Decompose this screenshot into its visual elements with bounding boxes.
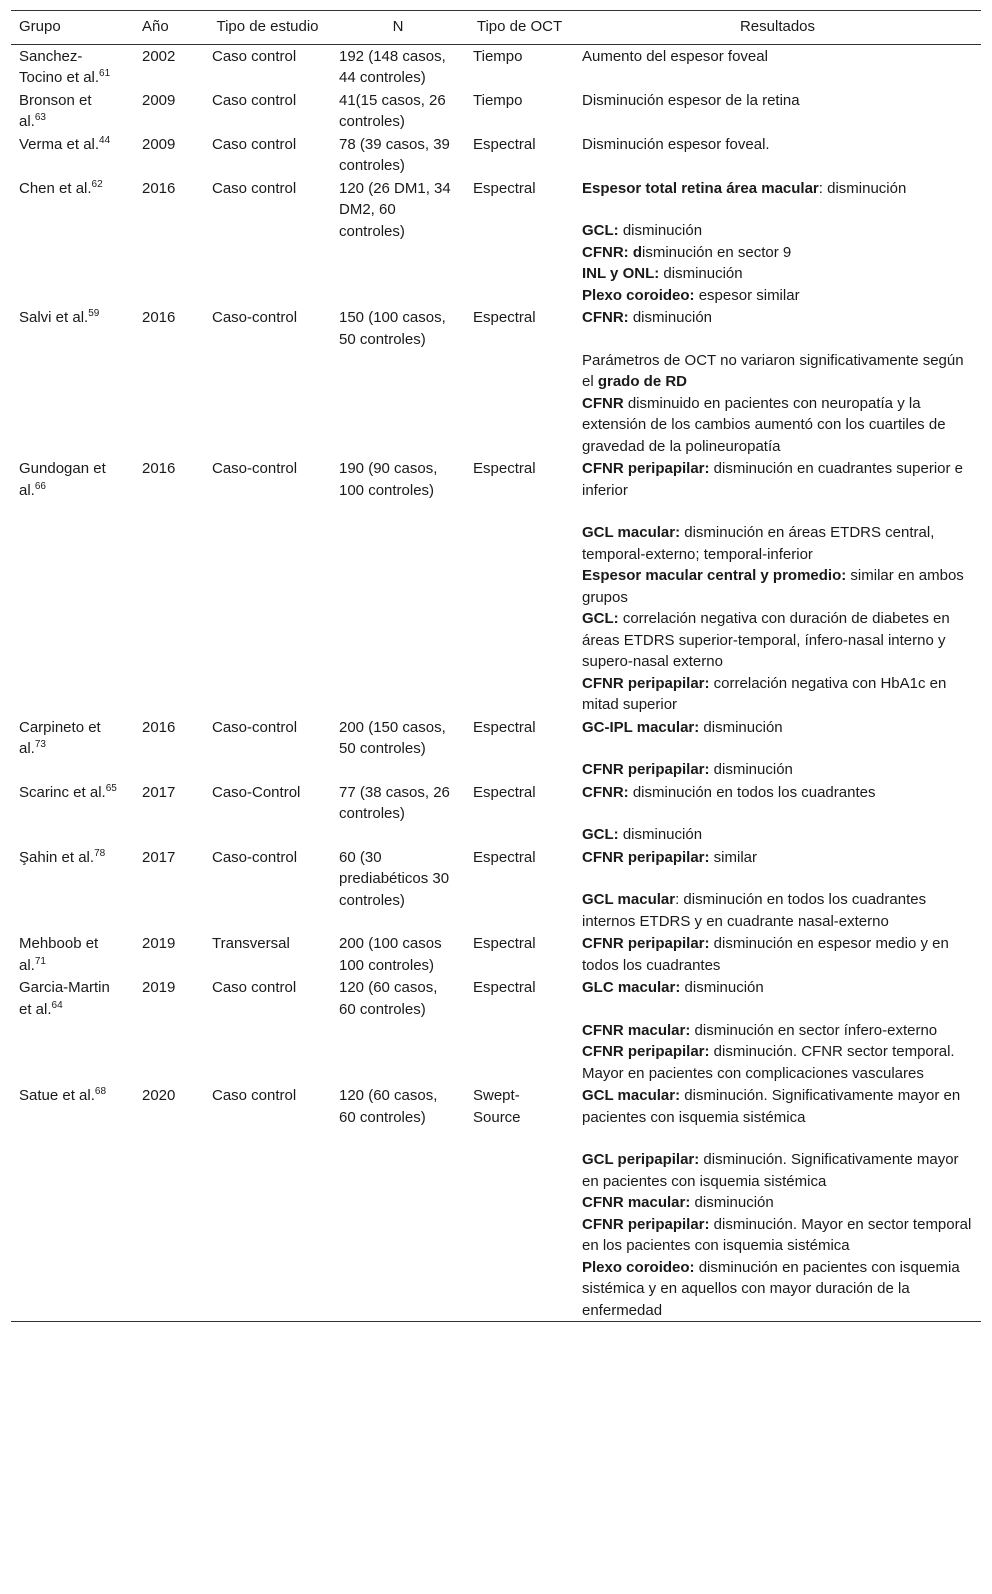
result-line [582,178,973,200]
result-text: disminución [628,309,713,326]
cell-n: 192 (148 casos, 44 controles) [339,47,446,86]
paragraph-gap [582,803,973,824]
result-label: CFNR peripapilar: [582,460,710,477]
grupo-text: Verma et al. [19,135,100,153]
result-line [582,220,973,242]
result-text: disminución [680,979,764,996]
cell-n: 120 (60 casos, 60 controles) [339,1087,438,1126]
cell-anio: 2017 [142,848,176,866]
result-text: isminución en sector 9 [642,243,792,261]
cell-n: 78 (39 casos, 39 controles) [339,135,450,174]
cell-anio: 2016 [142,309,176,326]
table-row [11,781,981,846]
table-row [11,457,981,716]
table-row [11,1084,981,1322]
result-label: INL y ONL: [582,265,660,282]
grupo-text: Gundogan et al. [19,460,106,499]
result-line [582,393,973,458]
result-text: disminución en espesor medio y en todos los cuadrantes [582,935,949,974]
cell-n: 200 (100 casos 100 controles) [339,935,442,974]
grupo-text: Satue et al. [19,1087,95,1104]
result-line [582,759,973,781]
result-text: disminución [699,718,783,736]
grupo-text: Bronson et al. [19,91,92,130]
grupo-text: Salvi et al. [19,309,89,326]
result-text: disminución. Significativamente mayor en pacientes con isquemia sistémica [582,1087,961,1126]
cell-resultados [574,1084,981,1322]
result-text: disminución [659,265,743,282]
result-text: disminución. CFNR sector temporal. Mayor en pacientes con complicaciones vasculares [582,1043,955,1082]
result-line [582,1041,973,1084]
result-label: Espesor total retina área macular [582,179,819,197]
table-row [11,89,981,133]
reference-number: 59 [88,308,100,319]
result-text: disminución en cuadrantes superior e inferior [582,460,963,499]
result-text: : disminución en todos los cuadrantes internos ETDRS y en cuadrante nasal-externo [582,891,927,930]
cell-resultados [574,846,981,933]
cell-grupo [11,846,126,933]
result-line [582,263,973,285]
result-label: grado de RD [597,373,688,390]
result-text: Disminución espesor de la retina [582,91,800,109]
cell-grupo [11,781,126,846]
reference-number: 73 [34,739,46,750]
cell-grupo [11,932,126,976]
cell-resultados [574,781,981,846]
paragraph-gap [582,329,973,350]
result-text: disminución [618,222,703,239]
reference-number: 66 [34,480,46,492]
result-label: CFNR: [582,783,629,801]
result-label: GC-IPL macular: [582,718,700,736]
result-text: espesor similar [694,286,800,304]
cell-anio: 2009 [142,135,176,153]
reference-number: 62 [91,178,103,190]
table-row [11,976,981,1084]
result-label: GCL: [582,222,619,239]
result-text: similar [709,848,758,866]
cell-resultados [574,716,981,781]
result-label: CFNR: [582,309,629,326]
result-line [582,1214,973,1257]
result-line [582,1020,973,1042]
cell-grupo [11,306,126,457]
reference-number: 63 [34,112,46,123]
result-label: Plexo coroideo: [582,286,695,304]
cell-resultados [574,457,981,716]
result-text: similar en ambos grupos [582,567,964,606]
cell-anio: 2020 [142,1087,176,1104]
reference-number: 68 [94,1086,107,1097]
result-label: GCL macular [582,891,676,908]
cell-grupo [11,976,126,1084]
header-row [11,11,981,45]
reference-number: 71 [34,955,46,967]
cell-tipo-estudio: Caso control [212,47,297,65]
cell-tipo-estudio: Caso control [212,135,297,153]
result-line [582,242,973,264]
cell-anio: 2016 [142,460,176,477]
reference-number: 44 [99,134,111,146]
result-line [582,1257,973,1322]
cell-resultados [574,932,981,976]
result-label: CFNR peripapilar: [582,1215,710,1233]
result-label: CFNR: d [582,243,642,261]
result-line [582,565,973,608]
result-text: disminución [690,1194,774,1211]
reference-number: 65 [105,782,117,794]
table-row [11,177,981,307]
result-text: disminución en pacientes con isquemia sistémica y en aquellos con mayor duración de la enfermedad [582,1258,960,1319]
paragraph-gap [582,199,973,220]
cell-n: 120 (26 DM1, 34 DM2, 60 controles) [339,179,451,240]
table-header [11,11,981,45]
result-label: CFNR [582,394,624,412]
cell-anio: 2002 [142,47,176,65]
cell-grupo [11,457,126,716]
cell-tipo-estudio: Caso control [212,979,297,996]
result-line [582,608,973,673]
table-body [11,44,981,1322]
header-tipo-oct: Tipo de OCT [476,18,563,35]
result-label: CFNR peripapilar: [582,848,710,866]
grupo-text: Garcia-Martin et al. [19,979,110,1018]
result-label: GCL: [582,826,619,843]
result-line [582,889,973,932]
cell-resultados [574,306,981,457]
cell-tipo-estudio: Caso-Control [212,783,301,801]
cell-n: 41(15 casos, 26 controles) [339,91,446,130]
result-line [582,90,973,112]
result-text: Aumento del espesor foveal [582,47,768,65]
cell-resultados [574,133,981,177]
cell-grupo [11,1084,126,1322]
cell-tipo-estudio: Caso-control [212,309,298,326]
cell-n: 190 (90 casos, 100 controles) [339,460,438,499]
grupo-text: Chen et al. [19,179,92,197]
result-line [582,782,973,804]
result-label: GLC macular: [582,979,681,996]
result-label: GCL: [582,610,619,627]
cell-anio: 2017 [142,783,176,801]
table-row [11,932,981,976]
cell-grupo [11,44,126,89]
paragraph-gap [582,738,973,759]
paragraph-gap [582,868,973,889]
result-label: CFNR peripapilar: [582,674,710,692]
result-line [582,1149,973,1192]
cell-n: 120 (60 casos, 60 controles) [339,979,438,1018]
cell-tipo-oct: Tiempo [473,47,523,65]
cell-tipo-oct: Espectral [473,718,536,736]
cell-anio: 2016 [142,718,176,736]
reference-number: 78 [94,847,106,859]
cell-resultados [574,89,981,133]
cell-tipo-oct: Espectral [473,935,536,952]
result-text: correlación negativa con HbA1c en mitad superior [582,674,947,713]
cell-tipo-oct: Espectral [473,309,536,326]
result-text: : disminución [818,179,907,197]
result-text: disminución. Significativamente mayor en pacientes con isquemia sistémica [582,1151,959,1190]
cell-tipo-estudio: Transversal [212,935,290,952]
cell-n: 200 (150 casos, 50 controles) [339,718,446,757]
cell-anio: 2019 [142,935,176,952]
cell-grupo [11,133,126,177]
result-label: Plexo coroideo: [582,1258,695,1276]
result-label: GCL peripapilar: [582,1151,700,1168]
paragraph-gap [582,501,973,522]
result-text: Disminución espesor foveal. [582,135,770,153]
result-line [582,824,973,846]
cell-tipo-estudio: Caso control [212,1087,297,1104]
cell-tipo-estudio: Caso-control [212,460,298,477]
table-row [11,133,981,177]
cell-tipo-estudio: Caso-control [212,848,298,866]
result-line [582,285,973,307]
grupo-text: Carpineto et al. [19,718,101,757]
cell-tipo-estudio: Caso control [212,179,297,197]
result-text: disminución en todos los cuadrantes [628,783,876,801]
result-line [582,1192,973,1214]
result-text: disminución. Mayor en sector temporal en los pacientes con isquemia sistémica [582,1215,972,1254]
grupo-text: Şahin et al. [19,848,95,866]
cell-anio: 2016 [142,179,176,197]
result-label: CFNR macular: [582,1021,691,1039]
reference-number: 61 [99,68,111,79]
cell-n: 150 (100 casos, 50 controles) [339,309,446,348]
cell-tipo-oct: Espectral [473,460,536,477]
result-line [582,458,973,501]
result-line [582,933,973,976]
table-row [11,306,981,457]
result-line [582,847,973,869]
result-text: disminución en sector ínfero-externo [690,1021,938,1039]
cell-tipo-oct: Tiempo [473,91,523,109]
grupo-text: Scarinc et al. [19,783,106,801]
paragraph-gap [582,999,973,1020]
table-row [11,716,981,781]
result-line [582,977,973,999]
table-row [11,44,981,89]
cell-resultados [574,976,981,1084]
paragraph-gap [582,1128,973,1149]
result-line [582,307,973,329]
studies-table [11,10,981,1322]
cell-tipo-oct: Espectral [473,783,536,801]
result-line [582,1085,973,1128]
result-label: GCL macular: [582,1087,681,1104]
cell-tipo-oct: Espectral [473,135,536,153]
cell-anio: 2019 [142,979,176,996]
header-resultados: Resultados [739,18,816,35]
cell-tipo-estudio: Caso control [212,91,297,109]
result-text: Parámetros de OCT no variaron significativamente según el [582,351,964,390]
result-text: disminuido en pacientes con neuropatía y la extensión de los cambios aumentó con los cuartiles de gravedad de la polineuropatía [582,394,946,455]
cell-resultados [574,177,981,307]
result-line [582,350,973,393]
table-row [11,846,981,933]
cell-n: 77 (38 casos, 26 controles) [339,783,450,822]
result-label: CFNR macular: [582,1194,691,1211]
result-label: CFNR peripapilar: [582,761,710,778]
header-anio: Año [142,18,169,35]
result-text: correlación negativa con duración de diabetes en áreas ETDRS superior-temporal, ínfero-nasal interno y supero-nasal externo [582,610,950,670]
grupo-text: Mehboob et al. [19,935,99,974]
reference-number: 64 [51,999,63,1011]
result-text: disminución en áreas ETDRS central, temporal-externo; temporal-inferior [582,524,935,563]
cell-n: 60 (30 prediabéticos 30 controles) [339,848,450,909]
result-line [582,134,973,156]
cell-tipo-oct: Espectral [473,979,536,996]
cell-anio: 2009 [142,91,176,109]
result-line [582,717,973,739]
cell-tipo-estudio: Caso-control [212,718,298,736]
header-tipo-estudio: Tipo de estudio [216,18,319,35]
result-line [582,522,973,565]
cell-tipo-oct: Swept-Source [473,1087,521,1126]
result-label: CFNR peripapilar: [582,1043,710,1060]
result-line [582,673,973,716]
grupo-text: Sanchez-Tocino et al. [19,47,100,86]
cell-resultados [574,44,981,89]
cell-tipo-oct: Espectral [473,848,536,866]
result-label: Espesor macular central y promedio: [582,567,847,584]
header-n: N [392,18,404,35]
result-text: disminución [618,826,703,843]
cell-grupo [11,177,126,307]
result-label: CFNR peripapilar: [582,935,710,952]
cell-grupo [11,716,126,781]
header-grupo: Grupo [19,18,61,35]
result-label: GCL macular: [582,524,681,541]
result-text: disminución [709,761,793,778]
result-line [582,46,973,68]
cell-grupo [11,89,126,133]
cell-tipo-oct: Espectral [473,179,536,197]
